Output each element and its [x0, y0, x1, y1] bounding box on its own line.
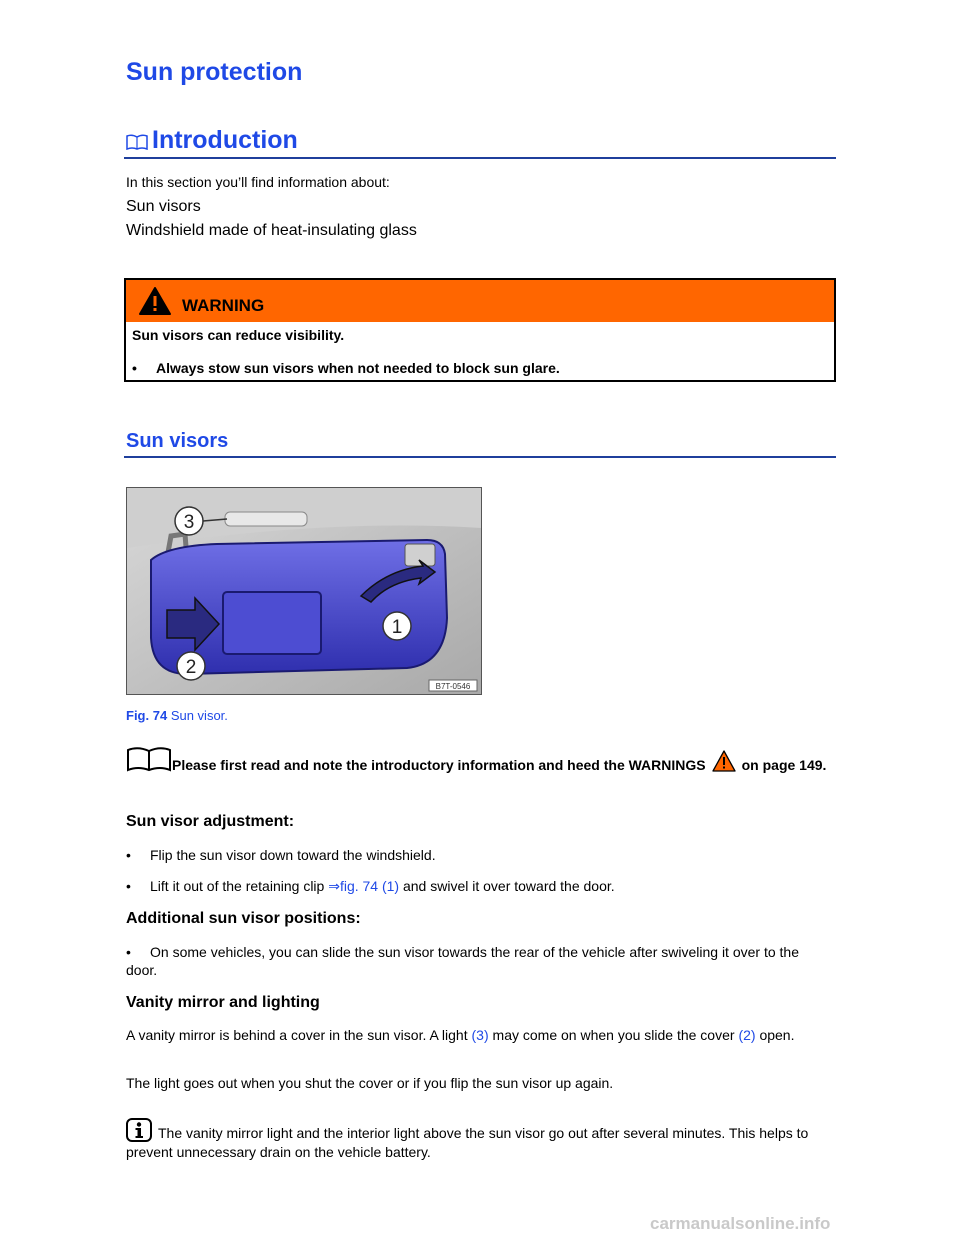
callout-link-3[interactable]: (3): [471, 1027, 489, 1043]
list-item-text: and swivel it over toward the door.: [402, 878, 615, 894]
sun-visors-heading: [124, 430, 836, 458]
callout-2: 2: [185, 657, 197, 678]
list-item-text: On some vehicles, you can slide the sun visor towards the rear of the vehicle after swiveling it over to the door.: [126, 944, 799, 978]
warning-text: Sun visors can reduce visibility.: [132, 327, 345, 343]
vanity-paragraph-2: The light goes out when you shut the cover or if you flip the sun visor up again.: [126, 1075, 614, 1091]
intro-lead: In this section you’ll find information about:: [126, 174, 390, 190]
note-text-after: on page 149.: [741, 757, 827, 773]
warning-bullet: • Always stow sun visors when not needed to block sun glare.: [132, 360, 560, 376]
info-note-text: The vanity mirror light and the interior light above the sun visor go out after several minutes. This helps to prevent unnecessary drain on the vehicle battery.: [126, 1125, 809, 1160]
callout-3: 3: [183, 512, 195, 533]
warning-label: WARNING: [182, 296, 265, 315]
figure-number: Fig. 74: [126, 708, 168, 723]
warning-header: [126, 280, 834, 322]
warning-box: [124, 278, 836, 382]
vanity-paragraph: A vanity mirror is behind a cover in the sun visor. A light (3) may come on when you slide the cover (2) open.: [126, 1027, 795, 1043]
figure-caption-text: Sun visor.: [170, 708, 228, 723]
introduction-heading: [124, 126, 836, 159]
sun-visor-illustration: [127, 488, 481, 694]
list-item-text: Lift it out of the retaining clip: [150, 878, 325, 894]
intro-item: Windshield made of heat-insulating glass: [126, 222, 417, 239]
callout-1: 1: [391, 617, 403, 638]
sun-visor-figure: [126, 487, 482, 695]
figure-code: B7T-0546: [435, 682, 471, 691]
info-icon: [126, 1118, 152, 1142]
list-item: • On some vehicles, you can slide the sun visor towards the rear of the vehicle after swiveling it over to the door.: [126, 944, 799, 978]
note-text-before: Please first read and note the introductory information and heed the WARNINGS: [172, 757, 706, 773]
list-item-text: Flip the sun visor down toward the windshield.: [150, 847, 436, 863]
vanity-heading: Vanity mirror and lighting: [126, 994, 320, 1011]
warning-triangle-icon[interactable]: [712, 750, 736, 772]
introduction-heading-text: Introduction: [152, 126, 298, 154]
book-icon: [126, 134, 148, 150]
list-item: • Flip the sun visor down toward the windshield.: [126, 847, 436, 863]
figure-link[interactable]: ⇒fig. 74 (1): [328, 878, 400, 894]
page-title: Sun protection: [126, 58, 303, 86]
warning-bullet-text: Always stow sun visors when not needed to block sun glare.: [156, 360, 560, 376]
warning-triangle-icon: [138, 286, 172, 316]
positions-heading: Additional sun visor positions:: [126, 910, 361, 927]
adjustment-heading: Sun visor adjustment:: [126, 813, 295, 830]
info-note: [126, 1118, 832, 1162]
watermark: carmanualsonline.info: [650, 1214, 831, 1233]
list-item: • Lift it out of the retaining clip ⇒fig. 74 (1) and swivel it over toward the door.: [126, 878, 615, 894]
book-icon: [126, 746, 172, 772]
figure-caption: [126, 708, 228, 723]
sun-visors-heading-text: Sun visors: [126, 430, 229, 452]
intro-item: Sun visors: [126, 198, 201, 215]
callout-link-2[interactable]: (2): [738, 1027, 756, 1043]
read-first-note: [126, 746, 836, 775]
